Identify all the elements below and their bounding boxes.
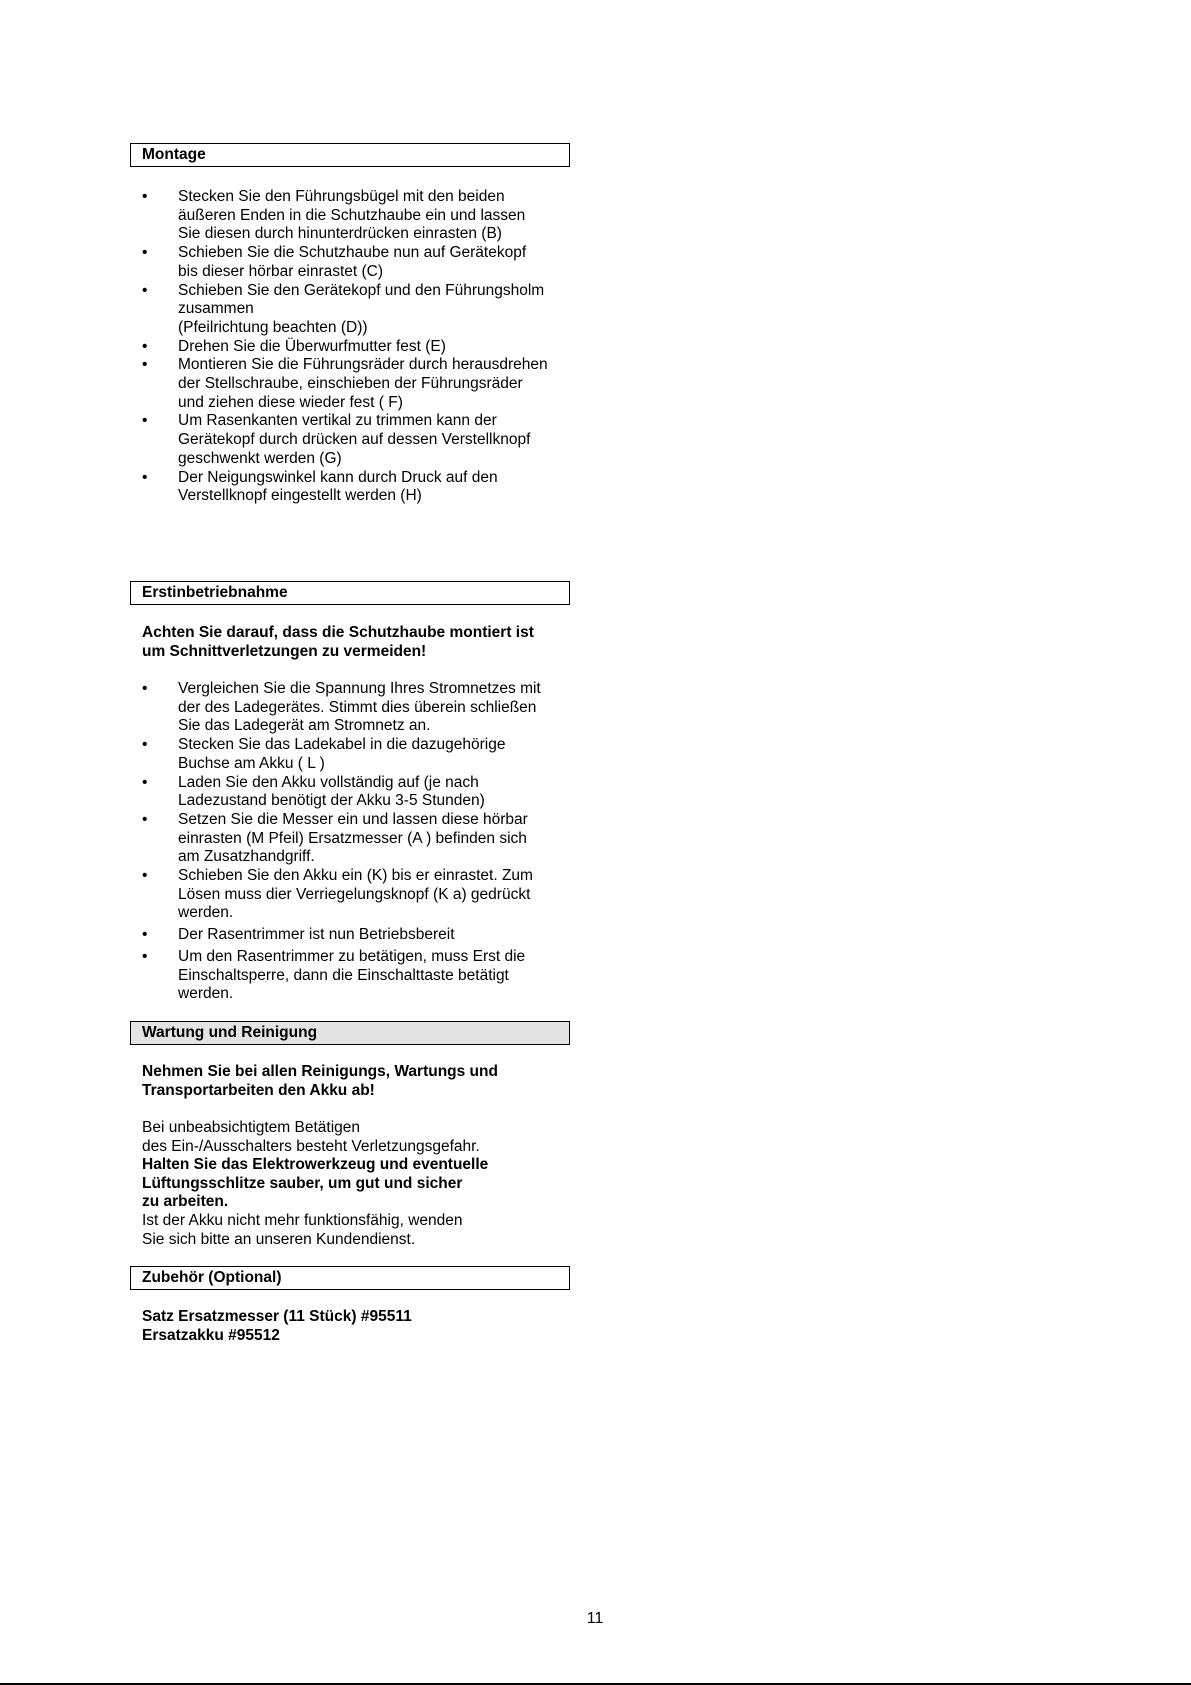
list-item: • Stecken Sie den Führungsbügel mit den beiden äußeren Enden in die Schutzhaube ein und lassen Sie diesen durch hinunterdrücken einrasten (B) [130, 188, 570, 244]
wartung-paragraph-2: Halten Sie das Elektrowerkzeug und eventuelle Lüftungsschlitze sauber, um gut und sicher zu arbeiten. [142, 1156, 489, 1211]
section-heading-wartung: Wartung und Reinigung [130, 1021, 570, 1045]
zubehoer-list: Satz Ersatzmesser (11 Stück) #95511 Ersatzakku #95512 [142, 1308, 412, 1344]
list-item: • Schieben Sie den Akku ein (K) bis er einrastet. Zum Lösen muss dier Verriegelungsknopf (K a) gedrückt werden. [130, 867, 570, 923]
list-item: • Laden Sie den Akku vollständig auf (je nach Ladezustand benötigt der Akku 3-5 Stunden) [130, 774, 570, 811]
section-heading-erstinbetriebnahme: Erstinbetriebnahme [130, 581, 570, 605]
erstinbetriebnahme-warning: Achten Sie darauf, dass die Schutzhaube montiert ist um Schnittverletzungen zu vermeiden! [142, 624, 534, 660]
wartung-paragraph-1: Bei unbeabsichtigtem Betätigen des Ein-/Ausschalters besteht Verletzungsgefahr. [142, 1119, 480, 1155]
list-item: • Der Neigungswinkel kann durch Druck auf den Verstellknopf eingestellt werden (H) [130, 469, 570, 506]
list-item: • Stecken Sie das Ladekabel in die dazugehörige Buchse am Akku ( L ) [130, 736, 570, 773]
list-item: • Um den Rasentrimmer zu betätigen, muss Erst die Einschaltsperre, dann die Einschalttaste betätigt werden. [130, 948, 570, 1004]
list-item: • Um Rasenkanten vertikal zu trimmen kann der Gerätekopf durch drücken auf dessen Verstellknopf geschwenkt werden (G) [130, 412, 570, 468]
list-item: • Drehen Sie die Überwurfmutter fest (E) [130, 338, 570, 357]
list-item: • Vergleichen Sie die Spannung Ihres Stromnetzes mit der des Ladegerätes. Stimmt dies überein schließen Sie das Ladegerät am Stromnetz an. [130, 680, 570, 736]
section-heading-zubehoer: Zubehör (Optional) [130, 1266, 570, 1290]
list-item: • Schieben Sie den Gerätekopf und den Führungsholm zusammen (Pfeilrichtung beachten (D)) [130, 282, 570, 338]
wartung-warning: Nehmen Sie bei allen Reinigungs, Wartungs und Transportarbeiten den Akku ab! [142, 1063, 498, 1099]
list-item: • Der Rasentrimmer ist nun Betriebsbereit [130, 926, 570, 945]
list-item: • Setzen Sie die Messer ein und lassen diese hörbar einrasten (M Pfeil) Ersatzmesser (A ) befinden sich am Zusatzhandgriff. [130, 811, 570, 867]
montage-list [130, 188, 570, 506]
section-heading-montage: Montage [130, 143, 570, 167]
list-item: • Schieben Sie die Schutzhaube nun auf Gerätekopf bis dieser hörbar einrastet (C) [130, 244, 570, 281]
list-item: • Montieren Sie die Führungsräder durch herausdrehen der Stellschraube, einschieben der Führungsräder und ziehen diese wieder fest ( F) [130, 356, 570, 412]
erstinbetriebnahme-list [130, 680, 570, 1004]
wartung-paragraph-3: Ist der Akku nicht mehr funktionsfähig, wenden Sie sich bitte an unseren Kundendienst. [142, 1212, 463, 1248]
page-number: 11 [586, 1610, 604, 1627]
